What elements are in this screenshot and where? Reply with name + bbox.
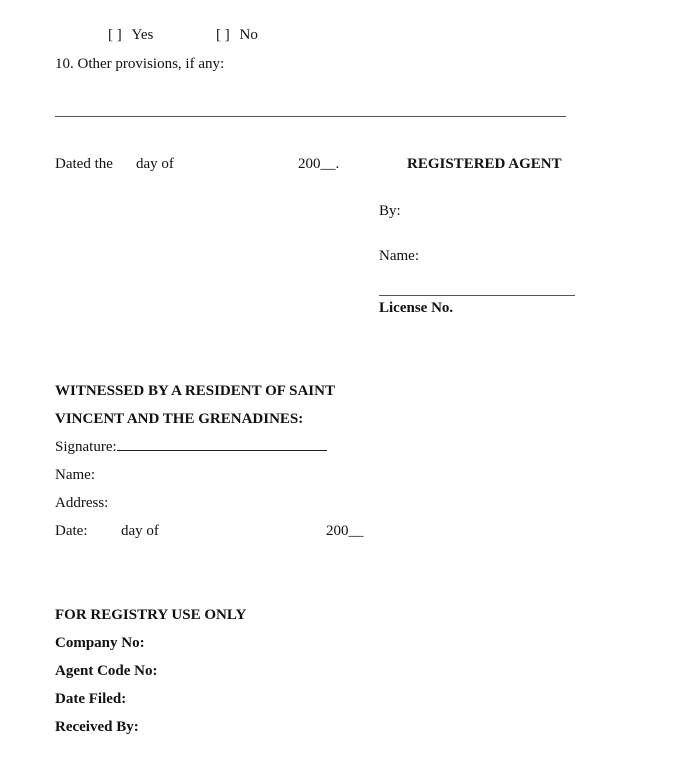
witness-day-of-label: day of [121, 523, 159, 539]
no-checkbox[interactable] [216, 28, 258, 43]
no-checkbox-label: No [239, 27, 258, 43]
agent-signature-line[interactable] [379, 295, 575, 296]
received-by-label: Received By: [55, 719, 139, 735]
witness-name-label: Name: [55, 467, 95, 483]
yes-checkbox-box[interactable]: [ ] [108, 27, 122, 43]
registry-heading: FOR REGISTRY USE ONLY [55, 607, 247, 623]
witness-signature-label: Signature: [55, 439, 117, 455]
witness-signature-field[interactable] [55, 440, 327, 455]
registered-agent-title: REGISTERED AGENT [407, 156, 562, 172]
dated-year-label: 200__. [298, 156, 340, 172]
agent-name-label: Name: [379, 248, 419, 264]
no-checkbox-box[interactable]: [ ] [216, 27, 230, 43]
dated-the-label: Dated the [55, 156, 113, 172]
agent-code-no-label: Agent Code No: [55, 663, 158, 679]
company-no-label: Company No: [55, 635, 145, 651]
witness-date-label: Date: [55, 523, 88, 539]
date-filed-label: Date Filed: [55, 691, 127, 707]
other-provisions-label: 10. Other provisions, if any: [55, 56, 225, 72]
witness-address-label: Address: [55, 495, 109, 511]
witness-heading-line2: VINCENT AND THE GRENADINES: [55, 411, 304, 427]
agent-by-label: By: [379, 203, 401, 219]
yes-checkbox[interactable] [108, 28, 153, 43]
yes-checkbox-label: Yes [131, 27, 154, 43]
witness-year-label: 200__ [326, 523, 364, 539]
license-no-label: License No. [379, 300, 454, 316]
witness-signature-line[interactable] [117, 450, 327, 451]
dated-day-of-label: day of [136, 156, 174, 172]
witness-heading-line1: WITNESSED BY A RESIDENT OF SAINT [55, 383, 335, 399]
other-provisions-line[interactable] [55, 116, 566, 117]
